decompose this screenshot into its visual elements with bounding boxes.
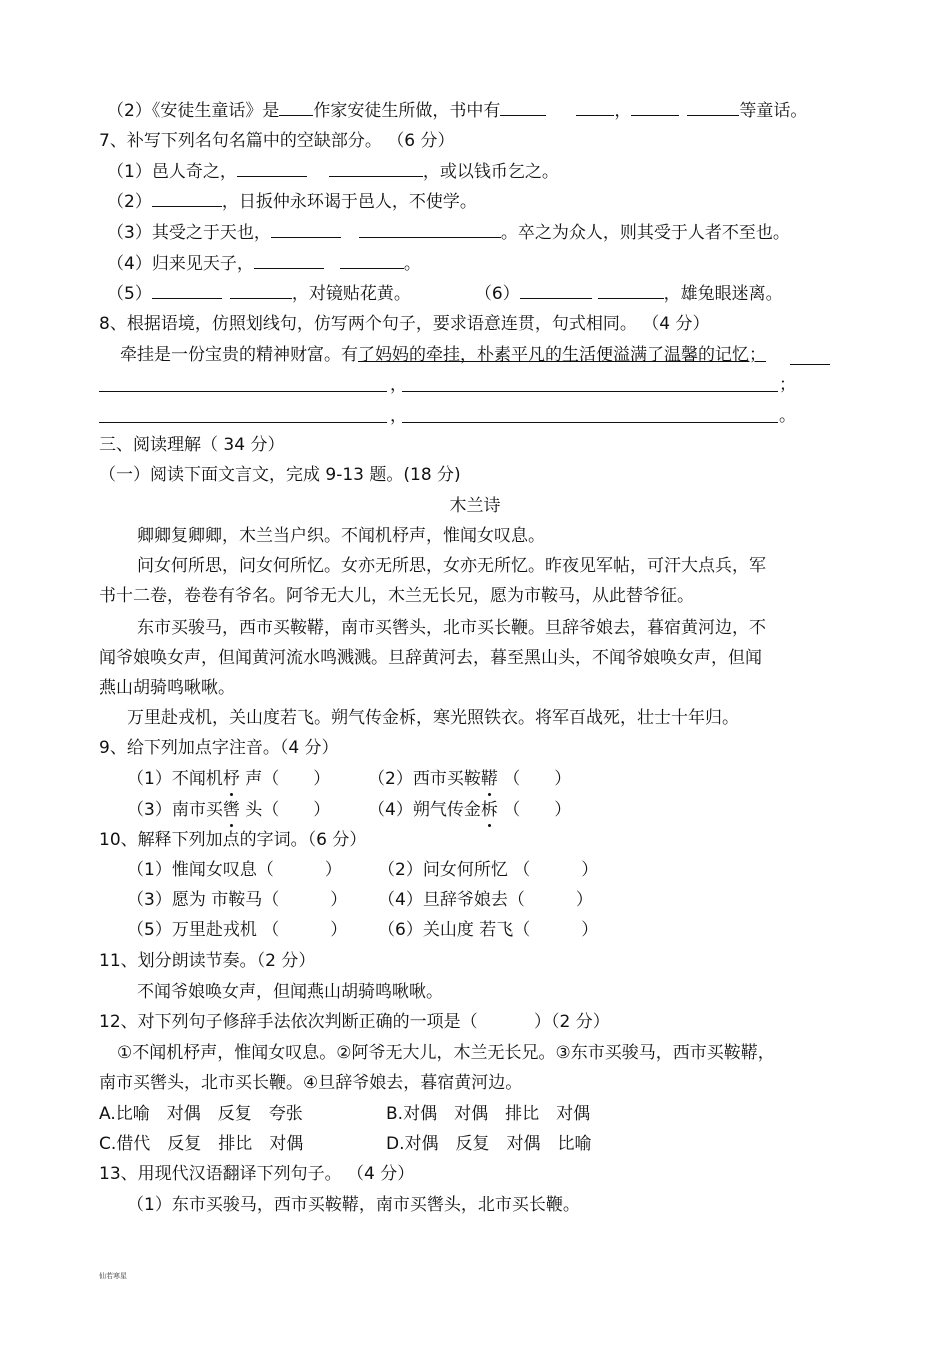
- q9-b: （2）西市买鞍鞯 （ ）: [368, 769, 572, 789]
- q13-s1: （1）东市买骏马，西市买鞍鞯，南市买辔头，北市买长鞭。: [127, 1195, 580, 1215]
- q10-e: （5）万里赴戎机 （ ）: [127, 920, 348, 940]
- poem-p4: 万里赴戎机，关山度若飞。朔气传金柝，寒光照铁衣。将军百战死，壮士十年归。: [127, 708, 739, 728]
- poem-title: 木兰诗: [449, 496, 501, 516]
- poem-p3a: 东市买骏马，西市买鞍鞯，南市买辔头，北市买长鞭。旦辞爷娘去，暮宿黄河边，不: [137, 618, 766, 638]
- q9-title: 9、给下列加点字注音。（4 分）: [99, 738, 339, 758]
- q7-line3: （3）其受之于天也， 。卒之为众人，则其受于人者不至也。: [107, 223, 790, 243]
- underlined-sentence: 了妈妈的牵挂，朴素平凡的生活便溢满了温馨的记忆；: [358, 345, 766, 365]
- q7-line4: （4）归来见天子， 。: [107, 254, 421, 274]
- poem-p2b: 书十二卷，卷卷有爷名。阿爷无大儿，木兰无长兄，愿为市鞍马，从此替爷征。: [99, 586, 694, 606]
- blank[interactable]: [254, 252, 324, 269]
- q8-row2-sep: ，: [390, 406, 407, 426]
- q12-option-d[interactable]: D.对偶 反复 对偶 比喻: [386, 1134, 592, 1154]
- answer-line[interactable]: [402, 422, 778, 423]
- q8-row1-sep: ，: [390, 375, 407, 395]
- q10-d: （4）旦辞爷娘去（ ）: [378, 890, 593, 910]
- q10-b: （2）问女何所忆 （ ）: [378, 860, 599, 880]
- q6-item2: （2）《安徒生童话》是 作家安徒生所做，书中有 ， 等童话。: [107, 101, 808, 121]
- q12-s1: ①不闻机杼声，惟闻女叹息。②阿爷无大儿，木兰无长兄。③东市买骏马，西市买鞍鞯，: [117, 1043, 775, 1063]
- blank[interactable]: [152, 282, 222, 299]
- q7-line1: （1）邑人奇之， ，或以钱币乞之。: [107, 162, 559, 182]
- q12-option-a[interactable]: A.比喻 对偶 反复 夸张: [99, 1104, 303, 1124]
- blank[interactable]: [520, 282, 592, 299]
- underline-extension: [790, 364, 830, 365]
- blank[interactable]: [279, 99, 313, 116]
- blank[interactable]: [329, 160, 423, 177]
- blank[interactable]: [237, 160, 307, 177]
- section-title: 三、阅读理解（ 34 分）: [99, 435, 285, 455]
- poem-p3c: 燕山胡骑鸣啾啾。: [99, 678, 235, 698]
- q9-a: （1）不闻机杼 声（ ）: [127, 769, 331, 789]
- q12-option-c[interactable]: C.借代 反复 排比 对偶: [99, 1134, 304, 1154]
- page-footer: 仙若寒星: [99, 1272, 127, 1280]
- blank[interactable]: [271, 221, 341, 238]
- q9-d: （4）朔气传金柝 （ ）: [368, 800, 572, 820]
- q7-line5: （5） ，对镜贴花黄。 （6） ，雄兔眼迷离。: [107, 284, 783, 304]
- q12-s2: 南市买辔头，北市买长鞭。④旦辞爷娘去，暮宿黄河边。: [99, 1073, 523, 1093]
- blank[interactable]: [687, 99, 739, 116]
- q13-title: 13、用现代汉语翻译下列句子。 （4 分）: [99, 1164, 415, 1184]
- q8-sentence: 牵挂是一份宝贵的精神财富。有了妈妈的牵挂，朴素平凡的生活便溢满了温馨的记忆；: [120, 345, 766, 365]
- answer-line[interactable]: [402, 391, 778, 392]
- blank[interactable]: [500, 99, 546, 116]
- q8-row2-end: 。: [779, 406, 796, 426]
- q12-option-b[interactable]: B.对偶 对偶 排比 对偶: [386, 1104, 591, 1124]
- section-part1: （一）阅读下面文言文，完成 9-13 题。(18 分): [99, 465, 461, 485]
- blank[interactable]: [230, 282, 292, 299]
- q8-title: 8、根据语境，仿照划线句，仿写两个句子，要求语意连贯，句式相同。 （4 分）: [99, 314, 710, 334]
- blank[interactable]: [152, 190, 222, 207]
- blank[interactable]: [631, 99, 679, 116]
- q10-c: （3）愿为 市鞍马（ ）: [127, 890, 348, 910]
- q12-title: 12、对下列句子修辞手法依次判断正确的一项是（ ）（2 分）: [99, 1012, 610, 1032]
- blank[interactable]: [340, 252, 404, 269]
- q9-c: （3）南市买辔 头（ ）: [127, 800, 331, 820]
- poem-p1: 卿卿复卿卿，木兰当户织。不闻机杼声，惟闻女叹息。: [137, 526, 545, 546]
- q10-title: 10、解释下列加点的字词。（6 分）: [99, 830, 367, 850]
- poem-p2a: 问女何所思，问女何所忆。女亦无所思，女亦无所忆。昨夜见军帖，可汗大点兵，军: [137, 556, 766, 576]
- blank[interactable]: [576, 99, 614, 116]
- poem-p3b: 闻爷娘唤女声，但闻黄河流水鸣溅溅。旦辞黄河去，暮至黑山头，不闻爷娘唤女声，但闻: [99, 648, 762, 668]
- q7-title: 7、补写下列名句名篇中的空缺部分。 （6 分）: [99, 131, 455, 151]
- q10-f: （6）关山度 若飞（ ）: [378, 920, 599, 940]
- answer-line[interactable]: [99, 422, 387, 423]
- q10-a: （1）惟闻女叹息（ ）: [127, 860, 342, 880]
- q11-text: 不闻爷娘唤女声，但闻燕山胡骑鸣啾啾。: [137, 982, 443, 1002]
- blank[interactable]: [359, 221, 501, 238]
- q8-row1-end: ；: [779, 375, 796, 395]
- answer-line[interactable]: [99, 391, 387, 392]
- blank[interactable]: [598, 282, 664, 299]
- q11-title: 11、划分朗读节奏。（2 分）: [99, 951, 316, 971]
- q7-line2: （2） ，日扳仲永环谒于邑人，不使学。: [107, 192, 477, 212]
